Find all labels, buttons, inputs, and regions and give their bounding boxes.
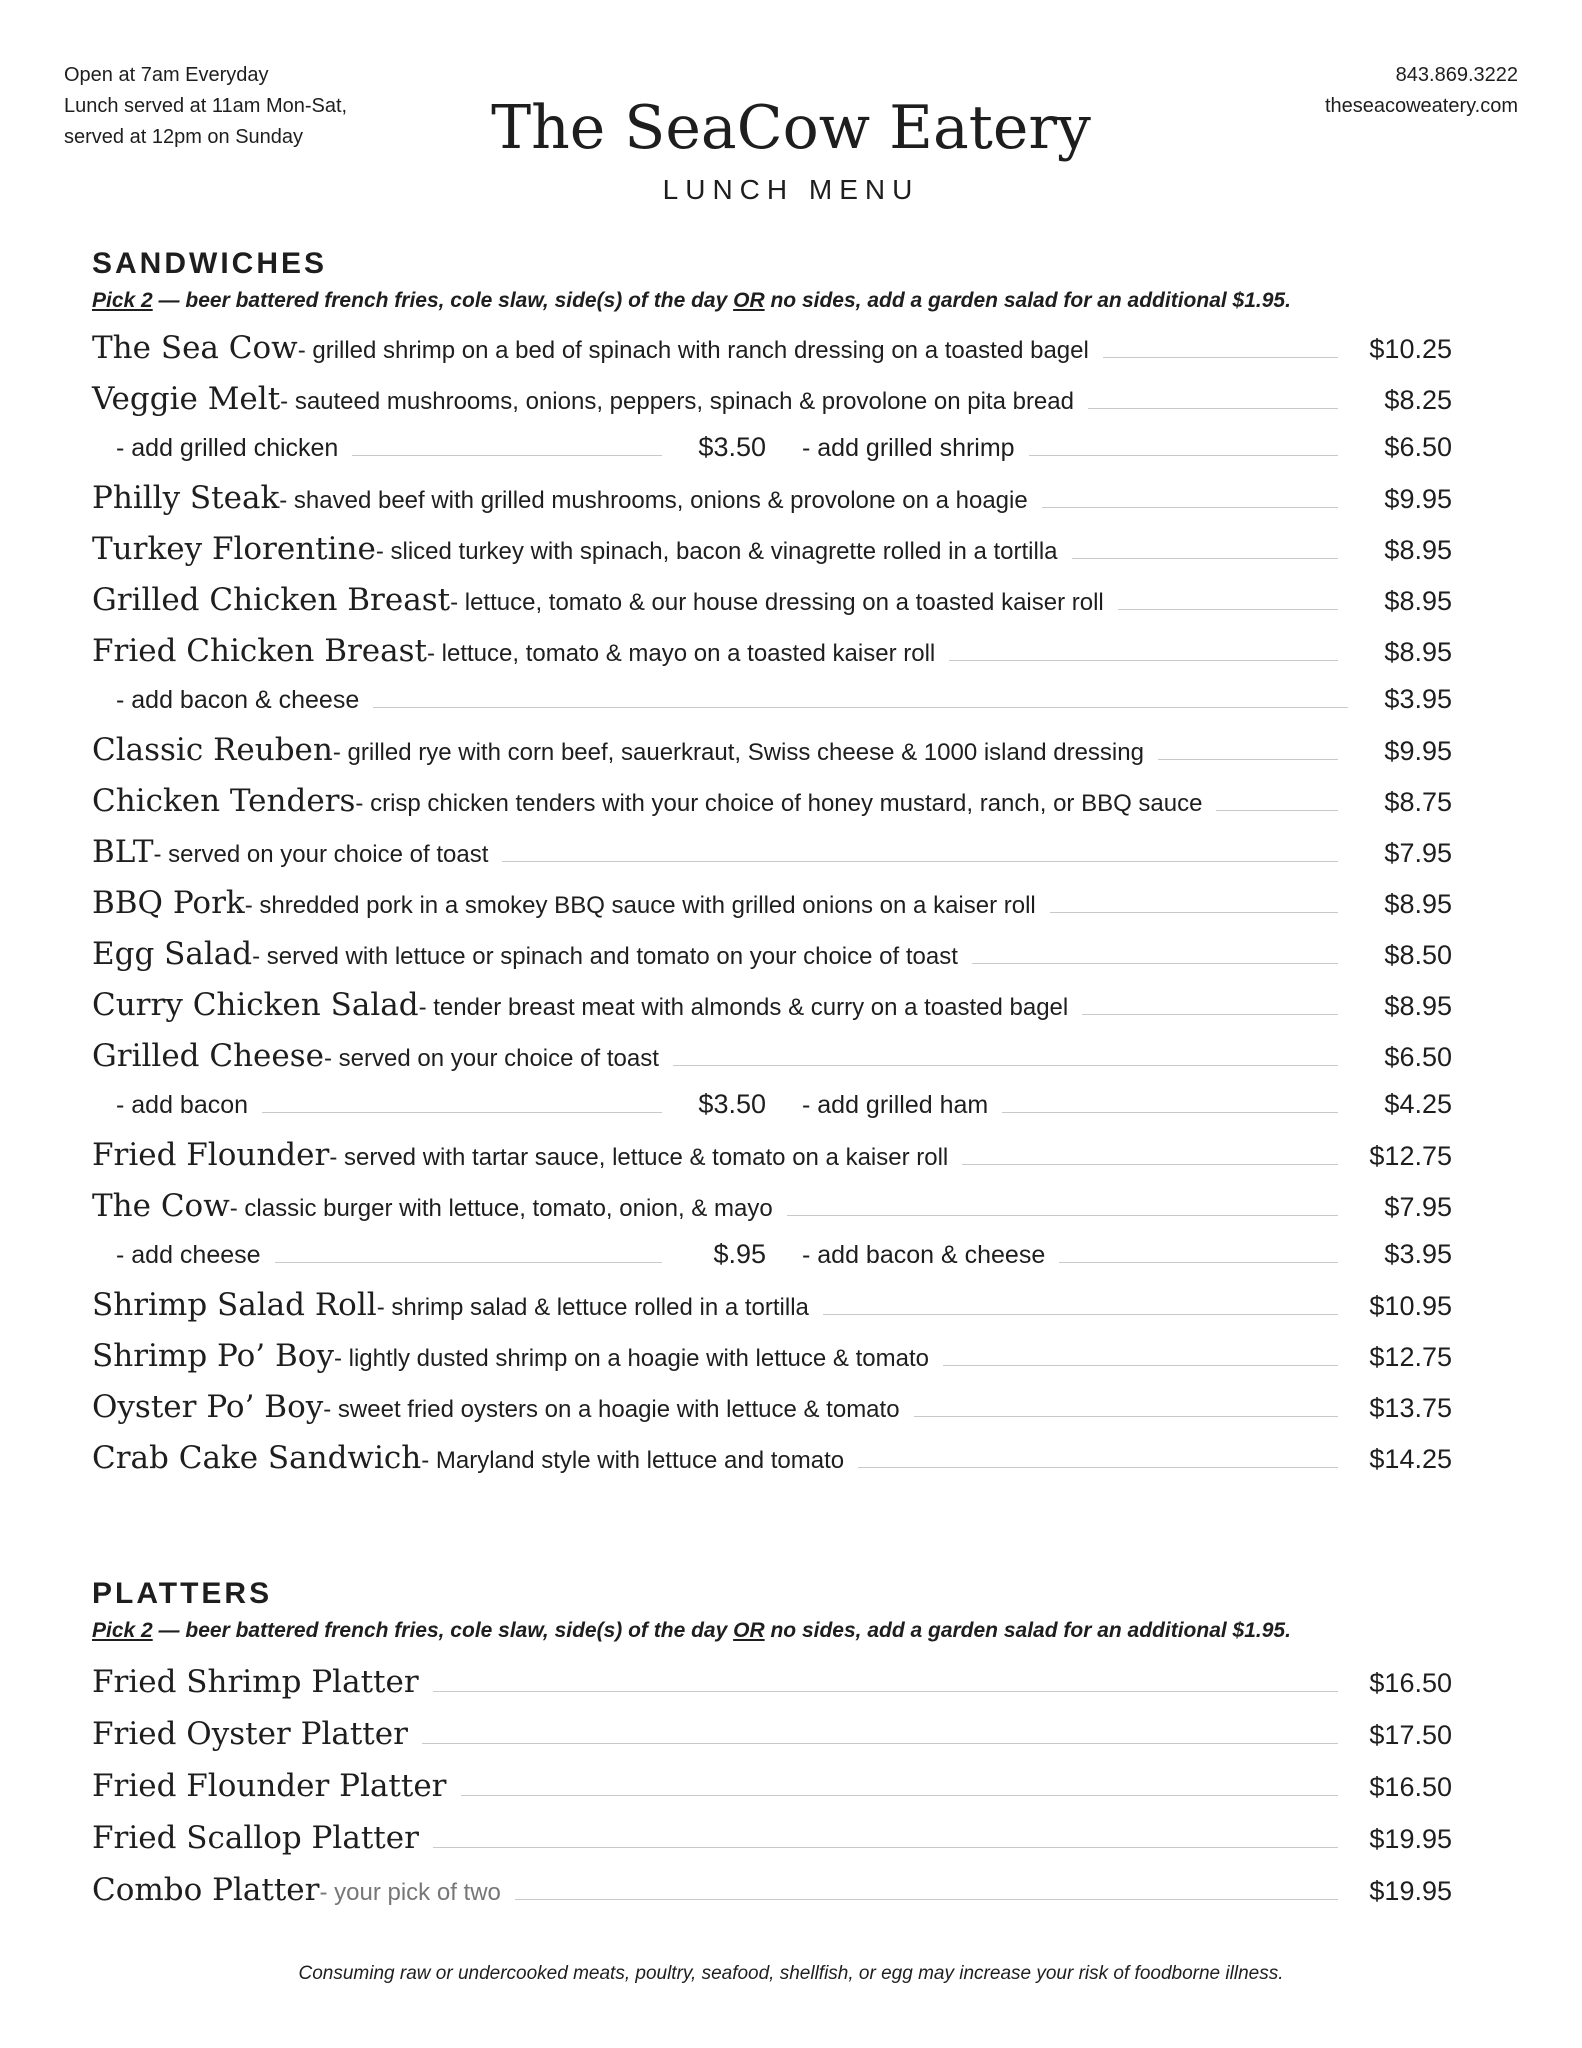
menu-item bbox=[92, 783, 1452, 834]
item-desc: - sweet fried oysters on a hoagie with lettuce & tomato bbox=[323, 1396, 900, 1423]
menu-item bbox=[92, 1389, 1452, 1440]
item-name: Shrimp Salad Roll bbox=[92, 1287, 377, 1323]
menu-item bbox=[92, 1338, 1452, 1389]
sides-note bbox=[92, 286, 1492, 316]
item-price: $8.75 bbox=[1384, 787, 1452, 817]
item-price: $16.50 bbox=[1369, 1772, 1452, 1802]
platters-section bbox=[92, 1574, 1492, 1924]
item-desc: - lettuce, tomato & our house dressing on a toasted kaiser roll bbox=[450, 589, 1104, 616]
menu-item bbox=[92, 381, 1452, 432]
addon-label: - add bacon & cheese bbox=[802, 1241, 1046, 1269]
item-price: $8.95 bbox=[1384, 535, 1452, 565]
leader-line bbox=[422, 1743, 1338, 1744]
menu-item bbox=[92, 987, 1452, 1038]
item-name: Grilled Cheese bbox=[92, 1038, 325, 1074]
item-price: $6.50 bbox=[1384, 1042, 1452, 1072]
item-desc: - shredded pork in a smokey BBQ sauce with grilled onions on a kaiser roll bbox=[244, 892, 1036, 919]
leader-line bbox=[262, 1112, 662, 1113]
menu-item bbox=[92, 1287, 1452, 1338]
menu-item bbox=[92, 582, 1452, 633]
item-price: $7.95 bbox=[1384, 838, 1452, 868]
addon-item bbox=[766, 432, 1452, 463]
item-desc: - Maryland style with lettuce and tomato bbox=[421, 1447, 845, 1474]
item-name: Veggie Melt bbox=[92, 381, 281, 417]
item-desc: - crisp chicken tenders with your choice of honey mustard, ranch, or BBQ sauce bbox=[355, 790, 1203, 817]
item-desc: - classic burger with lettuce, tomato, onion, & mayo bbox=[229, 1195, 773, 1222]
leader-line bbox=[858, 1467, 1338, 1468]
menu-item bbox=[92, 1188, 1452, 1239]
leader-line bbox=[1072, 558, 1338, 559]
item-name: Fried Chicken Breast bbox=[92, 633, 427, 669]
menu-item bbox=[92, 330, 1452, 381]
leader-line bbox=[949, 660, 1338, 661]
sandwich-list bbox=[92, 330, 1492, 1491]
item-name: Grilled Chicken Breast bbox=[92, 582, 451, 618]
item-name: Fried Shrimp Platter bbox=[92, 1664, 419, 1700]
item-name: Fried Flounder Platter bbox=[92, 1768, 447, 1804]
menu-item bbox=[92, 936, 1452, 987]
addon-item bbox=[92, 432, 766, 463]
item-desc: - grilled shrimp on a bed of spinach with ranch dressing on a toasted bagel bbox=[297, 337, 1089, 364]
item-name: BBQ Pork bbox=[92, 885, 245, 921]
hours-line: Open at 7am Everyday bbox=[64, 64, 269, 86]
addon-label: - add bacon bbox=[116, 1091, 249, 1119]
item-price: $7.95 bbox=[1384, 1192, 1452, 1222]
addon-item bbox=[92, 1239, 766, 1270]
menu-item bbox=[92, 531, 1452, 582]
item-desc: - tender breast meat with almonds & curry on a toasted bagel bbox=[418, 994, 1069, 1021]
leader-line bbox=[914, 1416, 1338, 1417]
addon-label: - add cheese bbox=[116, 1241, 261, 1269]
item-desc: - sliced turkey with spinach, bacon & vinagrette rolled in a tortilla bbox=[375, 538, 1058, 565]
leader-line bbox=[1088, 408, 1338, 409]
item-name: Curry Chicken Salad bbox=[92, 987, 419, 1023]
item-desc: - lettuce, tomato & mayo on a toasted kaiser roll bbox=[427, 640, 936, 667]
addon-row bbox=[92, 1089, 1452, 1137]
item-name: Egg Salad bbox=[92, 936, 253, 972]
website-link[interactable]: theseacoweatery.com bbox=[1324, 95, 1518, 117]
leader-line bbox=[1118, 609, 1338, 610]
item-desc: - grilled rye with corn beef, sauerkraut, Swiss cheese & 1000 island dressing bbox=[332, 739, 1144, 766]
addon-row bbox=[92, 432, 1452, 480]
addon-label: - add grilled chicken bbox=[116, 434, 339, 462]
item-price: $8.95 bbox=[1384, 991, 1452, 1021]
leader-line bbox=[1002, 1112, 1338, 1113]
item-name: Combo Platter bbox=[92, 1872, 320, 1908]
leader-line bbox=[943, 1365, 1338, 1366]
leader-line bbox=[673, 1065, 1338, 1066]
menu-item bbox=[92, 480, 1452, 531]
addon-price: $3.95 bbox=[1384, 684, 1452, 714]
leader-line bbox=[1050, 912, 1338, 913]
hours-line: served at 12pm on Sunday bbox=[64, 126, 304, 148]
section-heading: SANDWICHES bbox=[92, 247, 328, 280]
item-desc: - sauteed mushrooms, onions, peppers, spinach & provolone on pita bread bbox=[280, 388, 1074, 415]
item-price: $9.95 bbox=[1384, 736, 1452, 766]
note-text: no sides, add a garden salad for an additional $1.95. bbox=[764, 289, 1291, 312]
leader-line bbox=[1216, 810, 1338, 811]
leader-line bbox=[823, 1314, 1338, 1315]
leader-line bbox=[972, 963, 1338, 964]
addon-price: $3.50 bbox=[698, 1089, 766, 1119]
leader-line bbox=[1042, 507, 1338, 508]
leader-line bbox=[962, 1164, 1338, 1165]
item-name: Turkey Florentine bbox=[92, 531, 376, 567]
item-price: $16.50 bbox=[1369, 1668, 1452, 1698]
leader-line bbox=[352, 455, 662, 456]
item-price: $10.25 bbox=[1369, 334, 1452, 364]
platter-list bbox=[92, 1664, 1492, 1924]
item-name: Crab Cake Sandwich bbox=[92, 1440, 422, 1476]
addon-row bbox=[92, 684, 1452, 732]
menu-item bbox=[92, 1038, 1452, 1089]
leader-line bbox=[373, 707, 1348, 708]
menu-item bbox=[92, 1664, 1452, 1716]
item-price: $8.95 bbox=[1384, 586, 1452, 616]
addon-label: - add grilled shrimp bbox=[802, 434, 1015, 462]
leader-line bbox=[515, 1899, 1338, 1900]
note-pick: Pick 2 bbox=[92, 1619, 153, 1642]
leader-line bbox=[1103, 357, 1338, 358]
addon-label: - add grilled ham bbox=[802, 1091, 989, 1119]
menu-item bbox=[92, 1440, 1452, 1491]
item-name: The Cow bbox=[92, 1188, 230, 1224]
page-subtitle: LUNCH MENU bbox=[662, 174, 920, 205]
item-desc: - your pick of two bbox=[319, 1879, 501, 1906]
item-price: $19.95 bbox=[1369, 1876, 1452, 1906]
addon-item bbox=[92, 1089, 766, 1120]
leader-line bbox=[1158, 759, 1338, 760]
item-price: $10.95 bbox=[1369, 1291, 1452, 1321]
addon-item bbox=[766, 1089, 1452, 1120]
food-safety-disclaimer: Consuming raw or undercooked meats, poultry, seafood, shellfish, or egg may increase your risk of foodborne illness. bbox=[298, 1963, 1284, 1984]
item-price: $12.75 bbox=[1369, 1141, 1452, 1171]
item-name: Chicken Tenders bbox=[92, 783, 356, 819]
item-name: BLT bbox=[92, 834, 154, 870]
note-text: — beer battered french fries, cole slaw, side(s) of the day bbox=[152, 1619, 734, 1642]
page-title: The SeaCow Eatery bbox=[491, 93, 1091, 163]
item-name: Classic Reuben bbox=[92, 732, 333, 768]
item-price: $14.25 bbox=[1369, 1444, 1452, 1474]
menu-item bbox=[92, 1716, 1452, 1768]
addon-item bbox=[766, 1239, 1452, 1270]
item-price: $8.25 bbox=[1384, 385, 1452, 415]
item-name: Shrimp Po’ Boy bbox=[92, 1338, 334, 1374]
addon-price: $3.50 bbox=[698, 432, 766, 462]
leader-line bbox=[461, 1795, 1338, 1796]
addon-price: $.95 bbox=[713, 1239, 766, 1269]
item-name: Philly Steak bbox=[92, 480, 280, 516]
menu-item bbox=[92, 1137, 1452, 1188]
section-heading: PLATTERS bbox=[92, 1577, 273, 1610]
item-desc: - lightly dusted shrimp on a hoagie with lettuce & tomato bbox=[333, 1345, 929, 1372]
item-price: $12.75 bbox=[1369, 1342, 1452, 1372]
item-name: Fried Flounder bbox=[92, 1137, 330, 1173]
item-price: $8.95 bbox=[1384, 637, 1452, 667]
leader-line bbox=[1059, 1262, 1338, 1263]
menu-item bbox=[92, 1768, 1452, 1820]
menu-item bbox=[92, 633, 1452, 684]
addon-label: - add bacon & cheese bbox=[116, 686, 360, 714]
leader-line bbox=[433, 1847, 1338, 1848]
item-name: The Sea Cow bbox=[92, 330, 298, 366]
item-desc: - shrimp salad & lettuce rolled in a tortilla bbox=[376, 1294, 809, 1321]
sides-note bbox=[92, 1616, 1492, 1646]
menu-item bbox=[92, 834, 1452, 885]
phone-number[interactable]: 843.869.3222 bbox=[1395, 64, 1518, 86]
hours-line: Lunch served at 11am Mon-Sat, bbox=[64, 95, 348, 117]
menu-item bbox=[92, 732, 1452, 783]
leader-line bbox=[275, 1262, 662, 1263]
note-or: OR bbox=[733, 1619, 765, 1642]
sandwiches-section bbox=[92, 244, 1492, 1491]
item-desc: - served with lettuce or spinach and tomato on your choice of toast bbox=[252, 943, 958, 970]
note-text: — beer battered french fries, cole slaw, side(s) of the day bbox=[152, 289, 734, 312]
item-name: Fried Scallop Platter bbox=[92, 1820, 419, 1856]
item-price: $9.95 bbox=[1384, 484, 1452, 514]
addon-item bbox=[92, 684, 1452, 715]
leader-line bbox=[1029, 455, 1338, 456]
item-price: $13.75 bbox=[1369, 1393, 1452, 1423]
leader-line bbox=[433, 1691, 1338, 1692]
leader-line bbox=[502, 861, 1338, 862]
item-name: Oyster Po’ Boy bbox=[92, 1389, 324, 1425]
menu-item bbox=[92, 1872, 1452, 1924]
item-desc: - served on your choice of toast bbox=[324, 1045, 659, 1072]
leader-line bbox=[787, 1215, 1338, 1216]
item-price: $8.95 bbox=[1384, 889, 1452, 919]
item-desc: - shaved beef with grilled mushrooms, onions & provolone on a hoagie bbox=[279, 487, 1028, 514]
menu-item bbox=[92, 885, 1452, 936]
item-price: $17.50 bbox=[1369, 1720, 1452, 1750]
addon-row bbox=[92, 1239, 1452, 1287]
leader-line bbox=[1082, 1014, 1338, 1015]
addon-price: $3.95 bbox=[1384, 1239, 1452, 1269]
menu-item bbox=[92, 1820, 1452, 1872]
item-desc: - served with tartar sauce, lettuce & tomato on a kaiser roll bbox=[329, 1144, 949, 1171]
item-name: Fried Oyster Platter bbox=[92, 1716, 408, 1752]
item-price: $8.50 bbox=[1384, 940, 1452, 970]
addon-price: $6.50 bbox=[1384, 432, 1452, 462]
item-price: $19.95 bbox=[1369, 1824, 1452, 1854]
item-desc: - served on your choice of toast bbox=[153, 841, 489, 868]
addon-price: $4.25 bbox=[1384, 1089, 1452, 1119]
note-text: no sides, add a garden salad for an additional $1.95. bbox=[764, 1619, 1291, 1642]
note-or: OR bbox=[733, 289, 765, 312]
note-pick: Pick 2 bbox=[92, 289, 153, 312]
